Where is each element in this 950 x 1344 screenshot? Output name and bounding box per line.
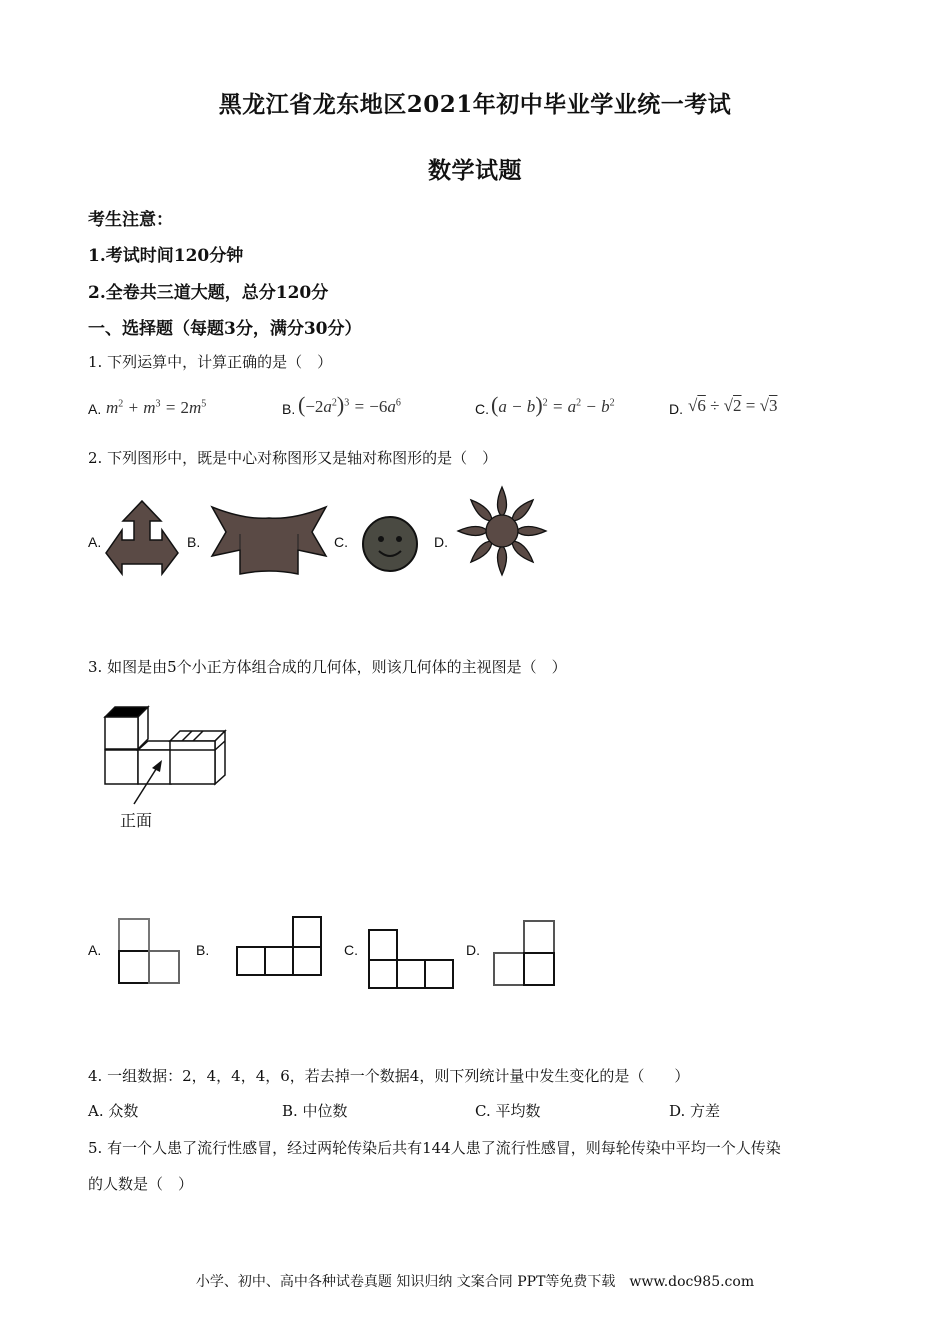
q3-option-d-figure: [493, 919, 555, 987]
q2-arrows-figure: [104, 498, 180, 576]
exam-title: 黑龙江省龙东地区2021年初中毕业学业统一考试: [218, 91, 732, 118]
q1-option-c-formula: $(a - b)^2 = a^2 - b^2$: [491, 392, 615, 417]
q3-option-b-label: B.: [196, 942, 210, 958]
notice-heading: 考生注意：: [88, 210, 173, 230]
q4-option-a: A. 众数: [88, 1102, 139, 1120]
q2-option-a-label: A.: [88, 534, 102, 550]
front-arrow-icon: [128, 758, 168, 808]
section-heading: 一、选择题（每题3分，满分30分）: [88, 319, 362, 339]
q2-banner-figure: [210, 504, 328, 576]
q1-option-b-label: B.: [282, 401, 296, 417]
notice-item-time: 1.考试时间120分钟: [88, 246, 244, 266]
q1-stem: 1. 下列运算中，计算正确的是（ ）: [88, 353, 333, 371]
q3-option-d-label: D.: [466, 942, 480, 958]
q5-stem-line1: 5. 有一个人患了流行性感冒，经过两轮传染后共有144人患了流行性感冒，则每轮传染中平均一个人传染: [88, 1139, 781, 1157]
q2-stem: 2. 下列图形中，既是中心对称图形又是轴对称图形的是（ ）: [88, 449, 498, 467]
notice-item-score: 2.全卷共三道大题，总分120分: [88, 283, 329, 303]
q2-flower-figure: [455, 484, 549, 578]
q3-option-b-figure: [235, 915, 323, 977]
q1-option-d-formula: √6 ÷ √2 = √3: [688, 396, 778, 415]
q4-stem: 4. 一组数据：2，4，4，4，6，若去掉一个数据4，则下列统计量中发生变化的是（ ）: [88, 1067, 690, 1085]
q3-option-c-label: C.: [344, 942, 358, 958]
q3-stem: 3. 如图是由5个小正方体组合成的几何体，则该几何体的主视图是（ ）: [88, 658, 567, 676]
subject-title: 数学试题: [428, 157, 522, 184]
q1-option-d-label: D.: [669, 401, 683, 417]
q2-option-c-label: C.: [334, 534, 348, 550]
q1-option-c-label: C.: [475, 401, 489, 417]
q1-option-b-formula: $(-2a^2)^3 = -6a^6$: [298, 392, 401, 417]
q1-option-a-formula: $m^2 + m^3 = 2m^5$: [106, 398, 207, 417]
q4-option-c: C. 平均数: [475, 1102, 541, 1120]
q1-option-a-label: A.: [88, 401, 102, 417]
q3-option-c-figure: [367, 928, 455, 990]
front-label: 正面: [120, 813, 153, 830]
q2-smiley-figure: [361, 515, 419, 573]
q3-option-a-figure: [118, 917, 180, 985]
q4-option-b: B. 中位数: [282, 1102, 348, 1120]
q2-option-d-label: D.: [434, 534, 448, 550]
q5-stem-line2: 的人数是（ ）: [88, 1175, 194, 1193]
q4-option-d: D. 方差: [669, 1102, 721, 1120]
q3-option-a-label: A.: [88, 942, 102, 958]
q2-option-b-label: B.: [187, 534, 201, 550]
page-footer: 小学、初中、高中各种试卷真题 知识归纳 文案合同 PPT等免费下载 www.doc985.com: [195, 1274, 755, 1290]
